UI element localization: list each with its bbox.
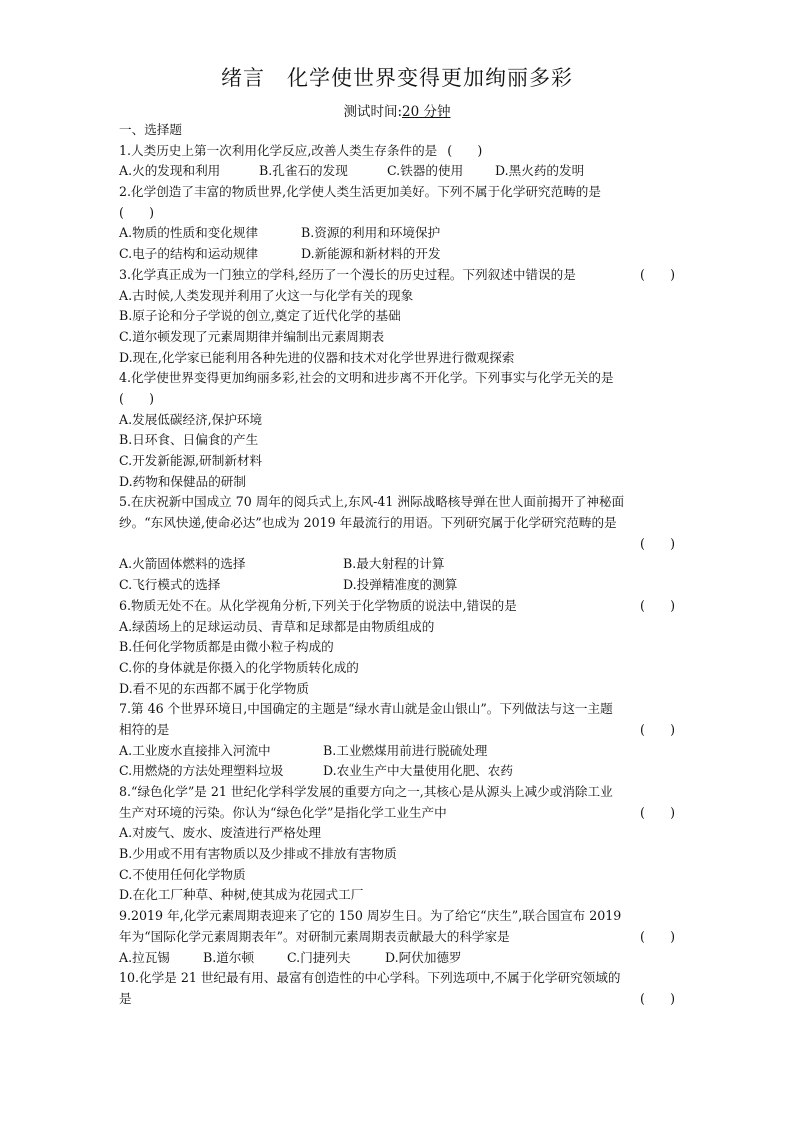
option-d: D.黑火药的发明 xyxy=(495,163,585,179)
option-c: C.铁器的使用 xyxy=(387,163,464,179)
answer-paren: ( ) xyxy=(447,142,483,158)
question-1-stem: 1.人类历史上第一次利用化学反应,改善人类生存条件的是 ( ) xyxy=(119,142,483,158)
question-8-stem-line2: 生产对环境的污染。你认为“绿色化学”是指化学工业生产中 ( ) xyxy=(119,803,675,824)
option-a: A.工业废水直接排入河流中 xyxy=(119,742,271,758)
question-5-stem-line2: 纱。“东风快递,使命必达”也成为 2019 年最流行的用语。下列研究属于化学研究范畴的是 xyxy=(119,515,617,531)
question-2-options xyxy=(119,223,675,244)
option-b: B.任何化学物质都是由微小粒子构成的 xyxy=(119,639,334,655)
question-7-stem-line1: 7.第 46 个世界环境日,中国确定的主题是“绿水青山就是金山银山”。下列做法与这一主题 xyxy=(119,701,613,717)
answer-paren: ( ) xyxy=(119,390,155,406)
option-d: D.看不见的东西都不属于化学物质 xyxy=(119,680,309,696)
option-b: B.少用或不用有害物质以及少排或不排放有害物质 xyxy=(119,846,397,862)
option-c: C.你的身体就是你摄入的化学物质转化成的 xyxy=(119,659,359,675)
section-heading: 一、选择题 xyxy=(119,122,182,137)
option-b: B.最大射程的计算 xyxy=(343,556,445,572)
answer-paren: ( ) xyxy=(639,990,675,1006)
option-c: C.门捷列夫 xyxy=(287,949,351,965)
test-time-value: 20 分钟 xyxy=(402,104,451,120)
question-3-stem: 3.化学真正成为一门独立的学科,经历了一个漫长的历史过程。下列叙述中错误的是 ( ) xyxy=(119,265,675,286)
answer-paren: ( ) xyxy=(119,204,155,220)
question-5-options-2 xyxy=(119,575,675,596)
option-c: C.开发新能源,研制新材料 xyxy=(119,453,263,468)
question-10-stem-line1: 10.化学是 21 世纪最有用、最富有创造性的中心学科。下列选项中,不属于化学研究领域的 xyxy=(119,970,621,986)
option-b: B.孔雀石的发现 xyxy=(259,163,348,179)
option-b: B.原子论和分子学说的创立,奠定了近代化学的基础 xyxy=(119,308,401,324)
question-7-options xyxy=(119,741,675,762)
option-b: B.工业燃煤用前进行脱硫处理 xyxy=(323,742,488,758)
option-c: C.飞行模式的选择 xyxy=(119,577,221,593)
option-a: A.古时候,人类发现并利用了火这一与化学有关的现象 xyxy=(119,287,414,303)
question-4-stem: 4.化学使世界变得更加绚丽多彩,社会的文明和进步离不开化学。下列事实与化学无关的是 xyxy=(119,370,614,386)
question-5-stem-line1: 5.在庆祝新中国成立 70 周年的阅兵式上,东风-41 洲际战略核导弹在世人面前揭开了神秘面 xyxy=(119,494,625,510)
option-a: A.火的发现和利用 xyxy=(119,163,221,179)
question-9-options xyxy=(119,948,675,969)
answer-paren: ( ) xyxy=(639,266,675,282)
option-d: D.新能源和新材料的开发 xyxy=(301,246,441,262)
question-7-stem-line2: 相符的是 ( ) xyxy=(119,720,675,741)
question-9-stem-line1: 9.2019 年,化学元素周期表迎来了它的 150 周岁生日。为了给它“庆生”,联合国宣布 2019 xyxy=(119,908,622,924)
option-d: D.阿伏加德罗 xyxy=(385,949,462,965)
question-1-options xyxy=(119,161,675,182)
title-part2: 化学使世界变得更加绚丽多彩 xyxy=(287,66,573,90)
question-2-stem: 2.化学创造了丰富的物质世界,化学使人类生活更加美好。下列不属于化学研究范畴的是 xyxy=(119,184,601,200)
test-time-label: 测试时间: xyxy=(343,104,403,120)
question-5-options xyxy=(119,554,675,575)
question-9-stem-line2: 年为“国际化学元素周期表年”。对研制元素周期表贡献最大的科学家是 ( ) xyxy=(119,927,675,948)
option-c: C.不使用任何化学物质 xyxy=(119,866,246,882)
option-d: D.现在,化学家已能利用各种先进的仪器和技术对化学世界进行微观探索 xyxy=(119,349,515,365)
answer-paren: ( ) xyxy=(639,535,675,551)
question-7-options-2 xyxy=(119,761,675,782)
option-c: C.电子的结构和运动规律 xyxy=(119,246,259,262)
option-d: D.在化工厂种草、种树,使其成为花园式工厂 xyxy=(119,887,364,903)
option-a: A.绿茵场上的足球运动员、青草和足球都是由物质组成的 xyxy=(119,618,435,634)
page-title xyxy=(0,62,794,92)
answer-paren: ( ) xyxy=(639,804,675,820)
title-part1: 绪言 xyxy=(221,66,265,90)
option-b: B.日环食、日偏食的产生 xyxy=(119,432,259,448)
option-d: D.农业生产中大量使用化肥、农药 xyxy=(323,763,513,779)
option-c: C.用燃烧的方法处理塑料垃圾 xyxy=(119,763,284,779)
question-2-options-2 xyxy=(119,244,675,265)
answer-paren: ( ) xyxy=(639,597,675,613)
question-8-stem-line1: 8.“绿色化学”是 21 世纪化学科学发展的重要方向之一,其核心是从源头上减少或消除工业 xyxy=(119,784,613,799)
option-a: A.发展低碳经济,保护环境 xyxy=(119,411,263,427)
option-a: A.对废气、废水、废渣进行严格处理 xyxy=(119,825,322,841)
option-d: D.投弹精准度的测算 xyxy=(343,577,458,593)
option-c: C.道尔顿发现了元素周期律并编制出元素周期表 xyxy=(119,328,385,344)
option-a: A.拉瓦锡 xyxy=(119,949,170,965)
answer-paren: ( ) xyxy=(639,928,675,944)
question-6-stem: 6.物质无处不在。从化学视角分析,下列关于化学物质的说法中,错误的是 ( ) xyxy=(119,596,675,617)
question-10-stem-line2: 是 ( ) xyxy=(119,989,675,1010)
option-a: A.物质的性质和变化规律 xyxy=(119,225,259,241)
answer-paren: ( ) xyxy=(639,721,675,737)
option-a: A.火箭固体燃料的选择 xyxy=(119,556,246,572)
option-d: D.药物和保健品的研制 xyxy=(119,473,246,489)
question-list xyxy=(119,120,675,1010)
test-time xyxy=(0,100,794,120)
option-b: B.道尔顿 xyxy=(203,949,255,965)
option-b: B.资源的利用和环境保护 xyxy=(301,225,441,241)
